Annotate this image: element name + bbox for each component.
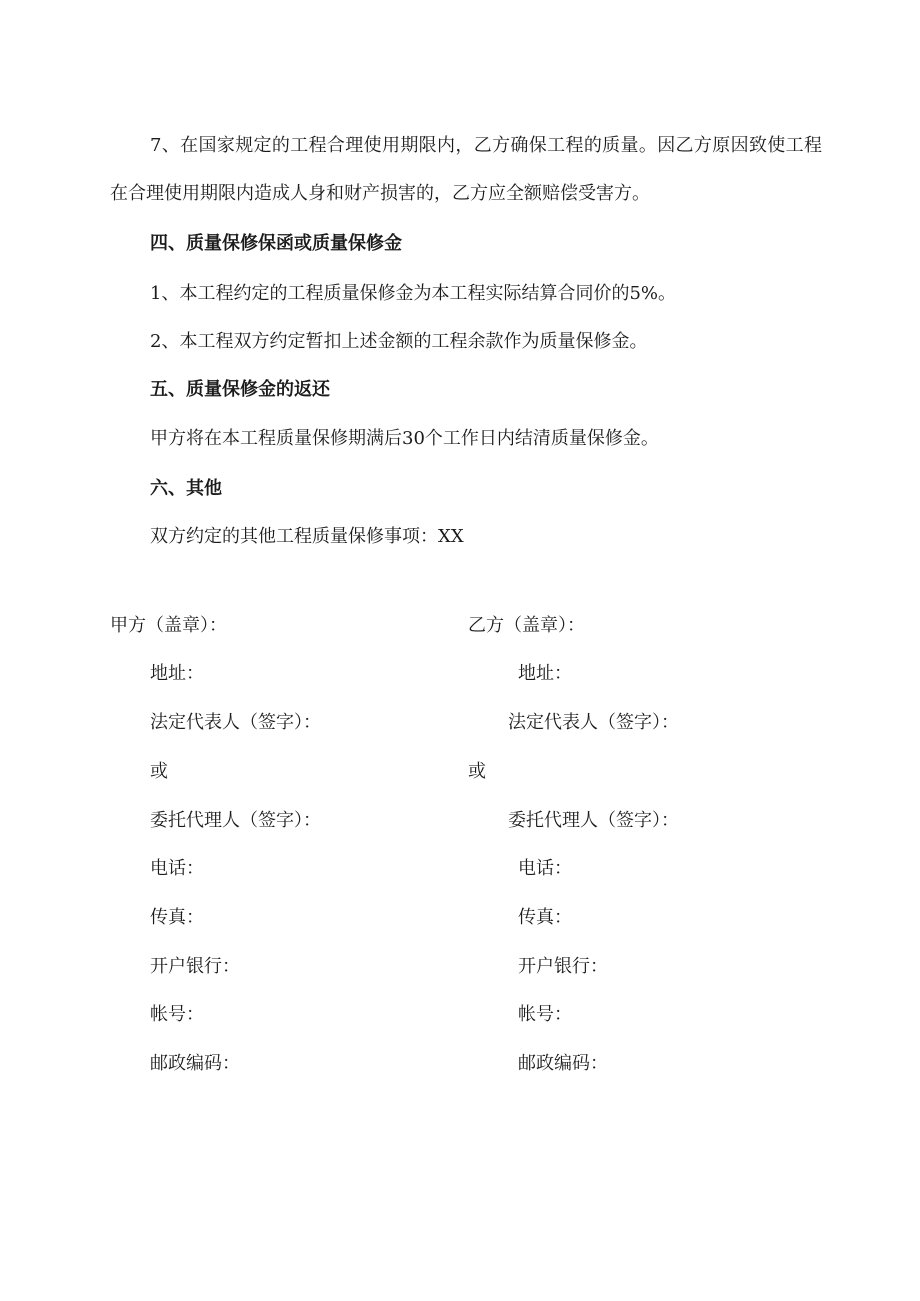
party-a-postcode: 邮政编码：: [150, 1053, 240, 1074]
section-6-text: 双方约定的其他工程质量保修事项：XX: [150, 526, 464, 547]
clause-7-paragraph: 7、在国家规定的工程合理使用期限内，乙方确保工程的质量。因乙方原因致使工程在合理使用期限内造成人身和财产损害的，乙方应全额赔偿受害方。: [110, 135, 822, 204]
party-a-account: 帐号：: [150, 1004, 204, 1025]
party-b-phone: 电话：: [518, 858, 572, 879]
party-b-title: 乙方（盖章）：: [468, 615, 585, 636]
party-b-account: 帐号：: [518, 1004, 572, 1025]
party-a-legal-rep: 法定代表人（签字）：: [150, 712, 321, 733]
party-b-address: 地址：: [518, 663, 572, 684]
party-b-or: 或: [468, 761, 486, 782]
party-a-fax: 传真：: [150, 907, 204, 928]
party-a-agent: 委托代理人（签字）：: [150, 810, 321, 831]
section-6-heading: 六、其他: [150, 478, 222, 499]
party-b-bank: 开户银行：: [518, 956, 608, 977]
section-4-item-2: 2、本工程双方约定暂扣上述金额的工程余款作为质量保修金。: [150, 331, 648, 352]
party-b-agent: 委托代理人（签字）：: [508, 810, 679, 831]
party-b-legal-rep: 法定代表人（签字）：: [508, 712, 679, 733]
section-5-heading: 五、质量保修金的返还: [150, 379, 330, 400]
section-4-item-1: 1、本工程约定的工程质量保修金为本工程实际结算合同价的5%。: [150, 283, 677, 304]
party-b-postcode: 邮政编码：: [518, 1053, 608, 1074]
party-a-phone: 电话：: [150, 858, 204, 879]
party-a-or: 或: [150, 761, 168, 782]
party-a-bank: 开户银行：: [150, 956, 240, 977]
party-a-address: 地址：: [150, 663, 204, 684]
section-4-heading: 四、质量保修保函或质量保修金: [150, 233, 402, 254]
party-b-fax: 传真：: [518, 907, 572, 928]
party-a-title: 甲方（盖章）：: [110, 615, 227, 636]
section-5-text: 甲方将在本工程质量保修期满后30个工作日内结清质量保修金。: [150, 428, 659, 449]
